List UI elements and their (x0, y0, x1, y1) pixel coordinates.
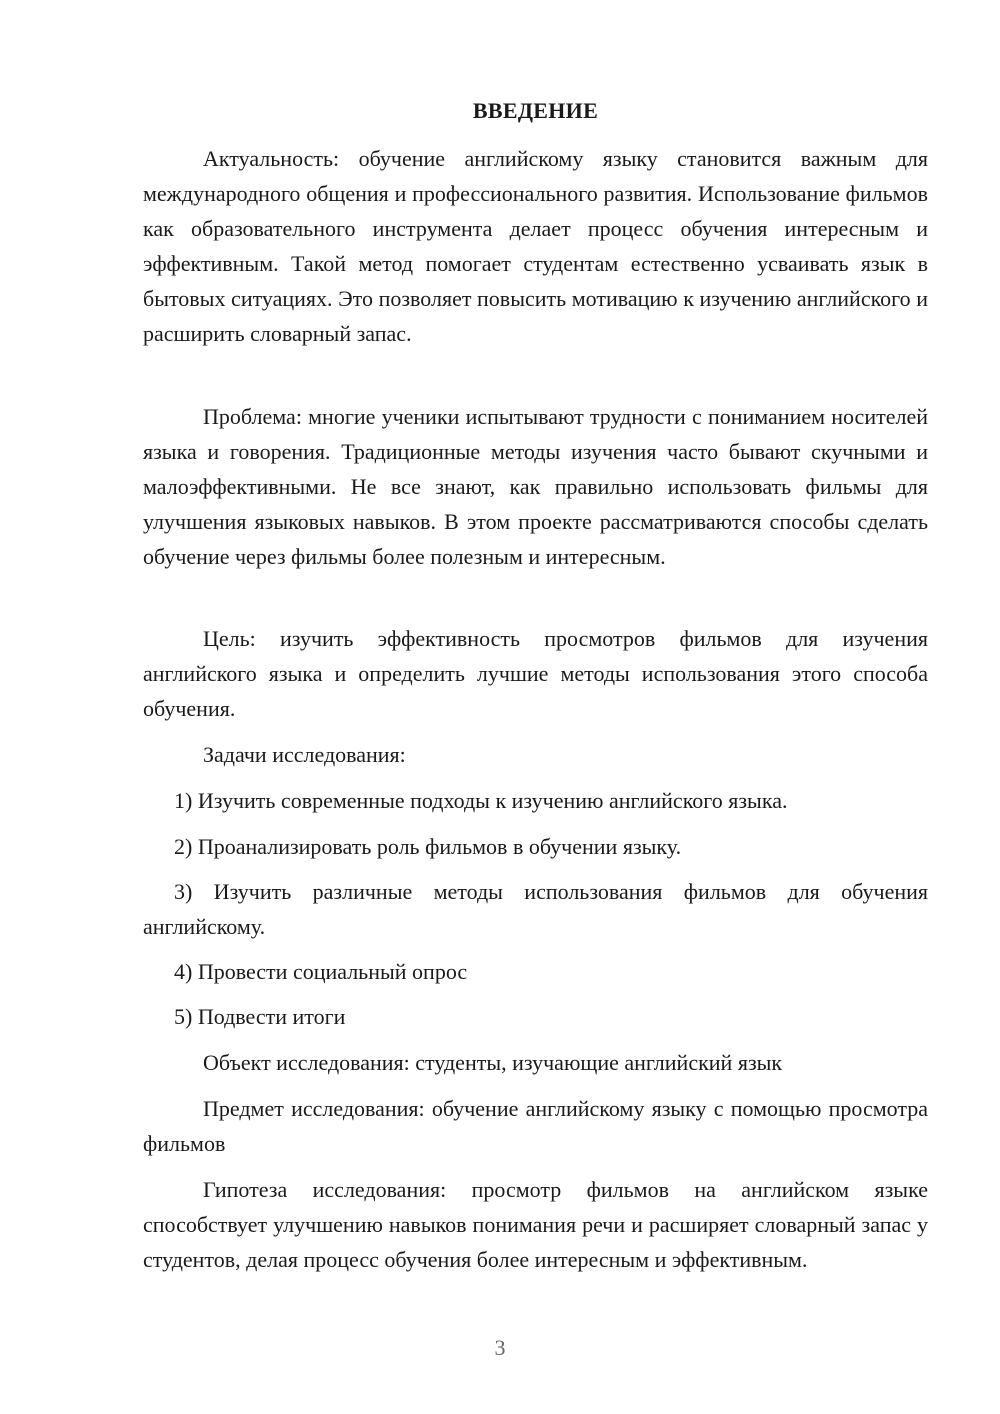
relevance-paragraph: Актуальность: обучение английскому языку становится важным для международного общения и профессионального развития. Использование фильмов как образовательного инструмента делает процесс обучения интересным и эффективным. Такой метод помогает студентам естественно усваивать язык в бытовых ситуациях. Это позволяет повысить мотивацию к изучению английского и расширить словарный запас. (143, 146, 928, 346)
task-item-1: 1) Изучить современные подходы к изучению английского языка. (174, 788, 788, 813)
goal-paragraph: Цель: изучить эффективность просмотров фильмов для изучения английского языка и определить лучшие методы использования этого способа обучения. (143, 626, 928, 721)
tasks-heading: Задачи исследования: (203, 742, 406, 767)
task-item-3: 3) Изучить различные методы использования фильмов для обучения английскому. (143, 879, 928, 939)
task-item-4: 4) Провести социальный опрос (174, 959, 468, 984)
subject-paragraph: Предмет исследования: обучение английскому языку с помощью просмотра фильмов (143, 1096, 928, 1156)
object-paragraph: Объект исследования: студенты, изучающие английский язык (203, 1050, 783, 1075)
task-item-5: 5) Подвести итоги (174, 1004, 346, 1029)
hypothesis-paragraph: Гипотеза исследования: просмотр фильмов на английском языке способствует улучшению навыков понимания речи и расширяет словарный запас у студентов, делая процесс обучения более интересным и эффективным. (143, 1177, 928, 1272)
page-number: 3 (494, 1335, 506, 1360)
task-item-2: 2) Проанализировать роль фильмов в обучении языку. (174, 834, 682, 859)
page-title: ВВЕДЕНИЕ (472, 98, 599, 123)
problem-paragraph: Проблема: многие ученики испытывают трудности с пониманием носителей языка и говорения. Традиционные методы изучения часто бывают скучными и малоэффективными. Не все знают, как правильно использовать фильмы для улучшения языковых навыков. В этом проекте рассматриваются способы сделать обучение через фильмы более полезным и интересным. (143, 404, 928, 569)
